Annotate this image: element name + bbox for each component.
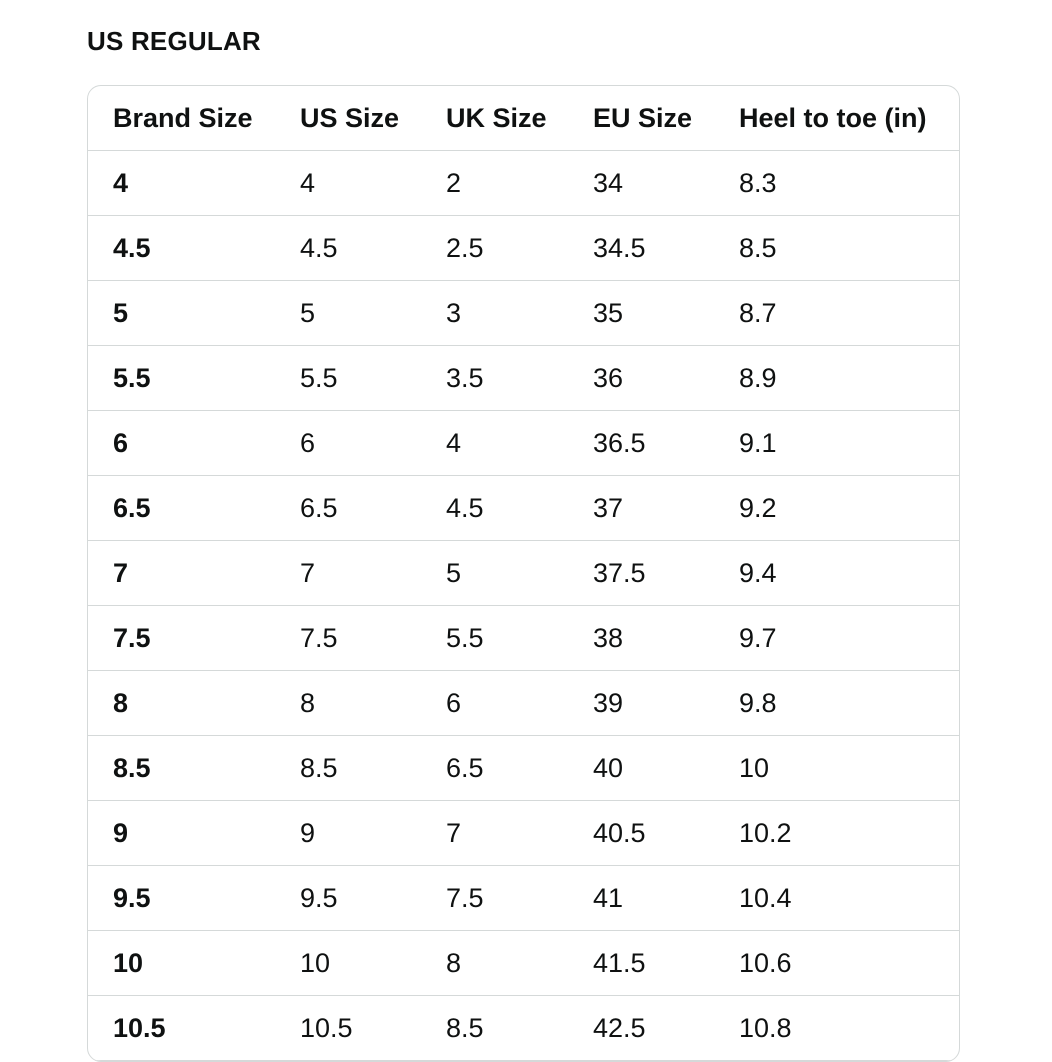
cell-eu-size: 39 [568, 671, 714, 736]
table-row [88, 996, 959, 1061]
cell-eu-size: 41 [568, 866, 714, 931]
table-row [88, 931, 959, 996]
section-title: US REGULAR [87, 26, 261, 56]
cell-eu-size: 34.5 [568, 216, 714, 281]
cell-eu-size: 37 [568, 476, 714, 541]
cell-uk-size: 8 [421, 931, 568, 996]
cell-brand-size: 6 [88, 411, 275, 476]
cell-brand-size: 9.5 [88, 866, 275, 931]
cell-brand-size: 10.5 [88, 996, 275, 1061]
table-body [88, 151, 959, 1061]
cell-us-size: 10.5 [275, 996, 421, 1061]
cell-us-size: 5 [275, 281, 421, 346]
cell-eu-size: 34 [568, 151, 714, 216]
table-row [88, 606, 959, 671]
table-row [88, 541, 959, 606]
cell-brand-size: 7.5 [88, 606, 275, 671]
table-row [88, 281, 959, 346]
cell-uk-size: 8.5 [421, 996, 568, 1061]
cell-us-size: 8 [275, 671, 421, 736]
cell-heel-to-toe: 8.7 [714, 281, 959, 346]
cell-heel-to-toe: 9.8 [714, 671, 959, 736]
cell-uk-size: 2.5 [421, 216, 568, 281]
cell-us-size: 8.5 [275, 736, 421, 801]
cell-heel-to-toe: 9.7 [714, 606, 959, 671]
table-row [88, 216, 959, 281]
cell-heel-to-toe: 10.4 [714, 866, 959, 931]
table-row [88, 476, 959, 541]
cell-brand-size: 8.5 [88, 736, 275, 801]
cell-uk-size: 5 [421, 541, 568, 606]
cell-heel-to-toe: 10 [714, 736, 959, 801]
table-row [88, 736, 959, 801]
cell-brand-size: 8 [88, 671, 275, 736]
cell-eu-size: 40.5 [568, 801, 714, 866]
cell-us-size: 7.5 [275, 606, 421, 671]
table-row [88, 151, 959, 216]
cell-us-size: 4.5 [275, 216, 421, 281]
cell-uk-size: 7 [421, 801, 568, 866]
cell-heel-to-toe: 9.2 [714, 476, 959, 541]
cell-us-size: 6.5 [275, 476, 421, 541]
cell-uk-size: 7.5 [421, 866, 568, 931]
table-row [88, 411, 959, 476]
cell-eu-size: 37.5 [568, 541, 714, 606]
table-row [88, 346, 959, 411]
size-chart-table [88, 86, 959, 1061]
cell-heel-to-toe: 8.9 [714, 346, 959, 411]
cell-heel-to-toe: 10.8 [714, 996, 959, 1061]
cell-us-size: 9.5 [275, 866, 421, 931]
cell-uk-size: 4 [421, 411, 568, 476]
cell-uk-size: 2 [421, 151, 568, 216]
header-uk-size: UK Size [421, 86, 568, 151]
cell-eu-size: 36.5 [568, 411, 714, 476]
header-eu-size: EU Size [568, 86, 714, 151]
cell-uk-size: 4.5 [421, 476, 568, 541]
cell-brand-size: 4.5 [88, 216, 275, 281]
cell-eu-size: 42.5 [568, 996, 714, 1061]
cell-us-size: 5.5 [275, 346, 421, 411]
cell-us-size: 9 [275, 801, 421, 866]
cell-heel-to-toe: 10.6 [714, 931, 959, 996]
table-row [88, 866, 959, 931]
cell-brand-size: 9 [88, 801, 275, 866]
cell-uk-size: 5.5 [421, 606, 568, 671]
cell-eu-size: 36 [568, 346, 714, 411]
cell-uk-size: 3.5 [421, 346, 568, 411]
table-row [88, 801, 959, 866]
cell-heel-to-toe: 9.4 [714, 541, 959, 606]
cell-eu-size: 38 [568, 606, 714, 671]
cell-heel-to-toe: 10.2 [714, 801, 959, 866]
cell-brand-size: 7 [88, 541, 275, 606]
cell-heel-to-toe: 9.1 [714, 411, 959, 476]
table-header-row [88, 86, 959, 151]
header-heel-to-toe: Heel to toe (in) [714, 86, 959, 151]
size-chart-table-container [87, 85, 960, 1062]
cell-brand-size: 6.5 [88, 476, 275, 541]
cell-brand-size: 5 [88, 281, 275, 346]
cell-eu-size: 40 [568, 736, 714, 801]
cell-eu-size: 41.5 [568, 931, 714, 996]
cell-eu-size: 35 [568, 281, 714, 346]
cell-uk-size: 3 [421, 281, 568, 346]
table-row [88, 671, 959, 736]
cell-heel-to-toe: 8.3 [714, 151, 959, 216]
cell-us-size: 4 [275, 151, 421, 216]
cell-brand-size: 5.5 [88, 346, 275, 411]
cell-us-size: 6 [275, 411, 421, 476]
cell-us-size: 10 [275, 931, 421, 996]
cell-uk-size: 6.5 [421, 736, 568, 801]
header-brand-size: Brand Size [88, 86, 275, 151]
cell-uk-size: 6 [421, 671, 568, 736]
cell-brand-size: 10 [88, 931, 275, 996]
cell-heel-to-toe: 8.5 [714, 216, 959, 281]
cell-brand-size: 4 [88, 151, 275, 216]
cell-us-size: 7 [275, 541, 421, 606]
header-us-size: US Size [275, 86, 421, 151]
